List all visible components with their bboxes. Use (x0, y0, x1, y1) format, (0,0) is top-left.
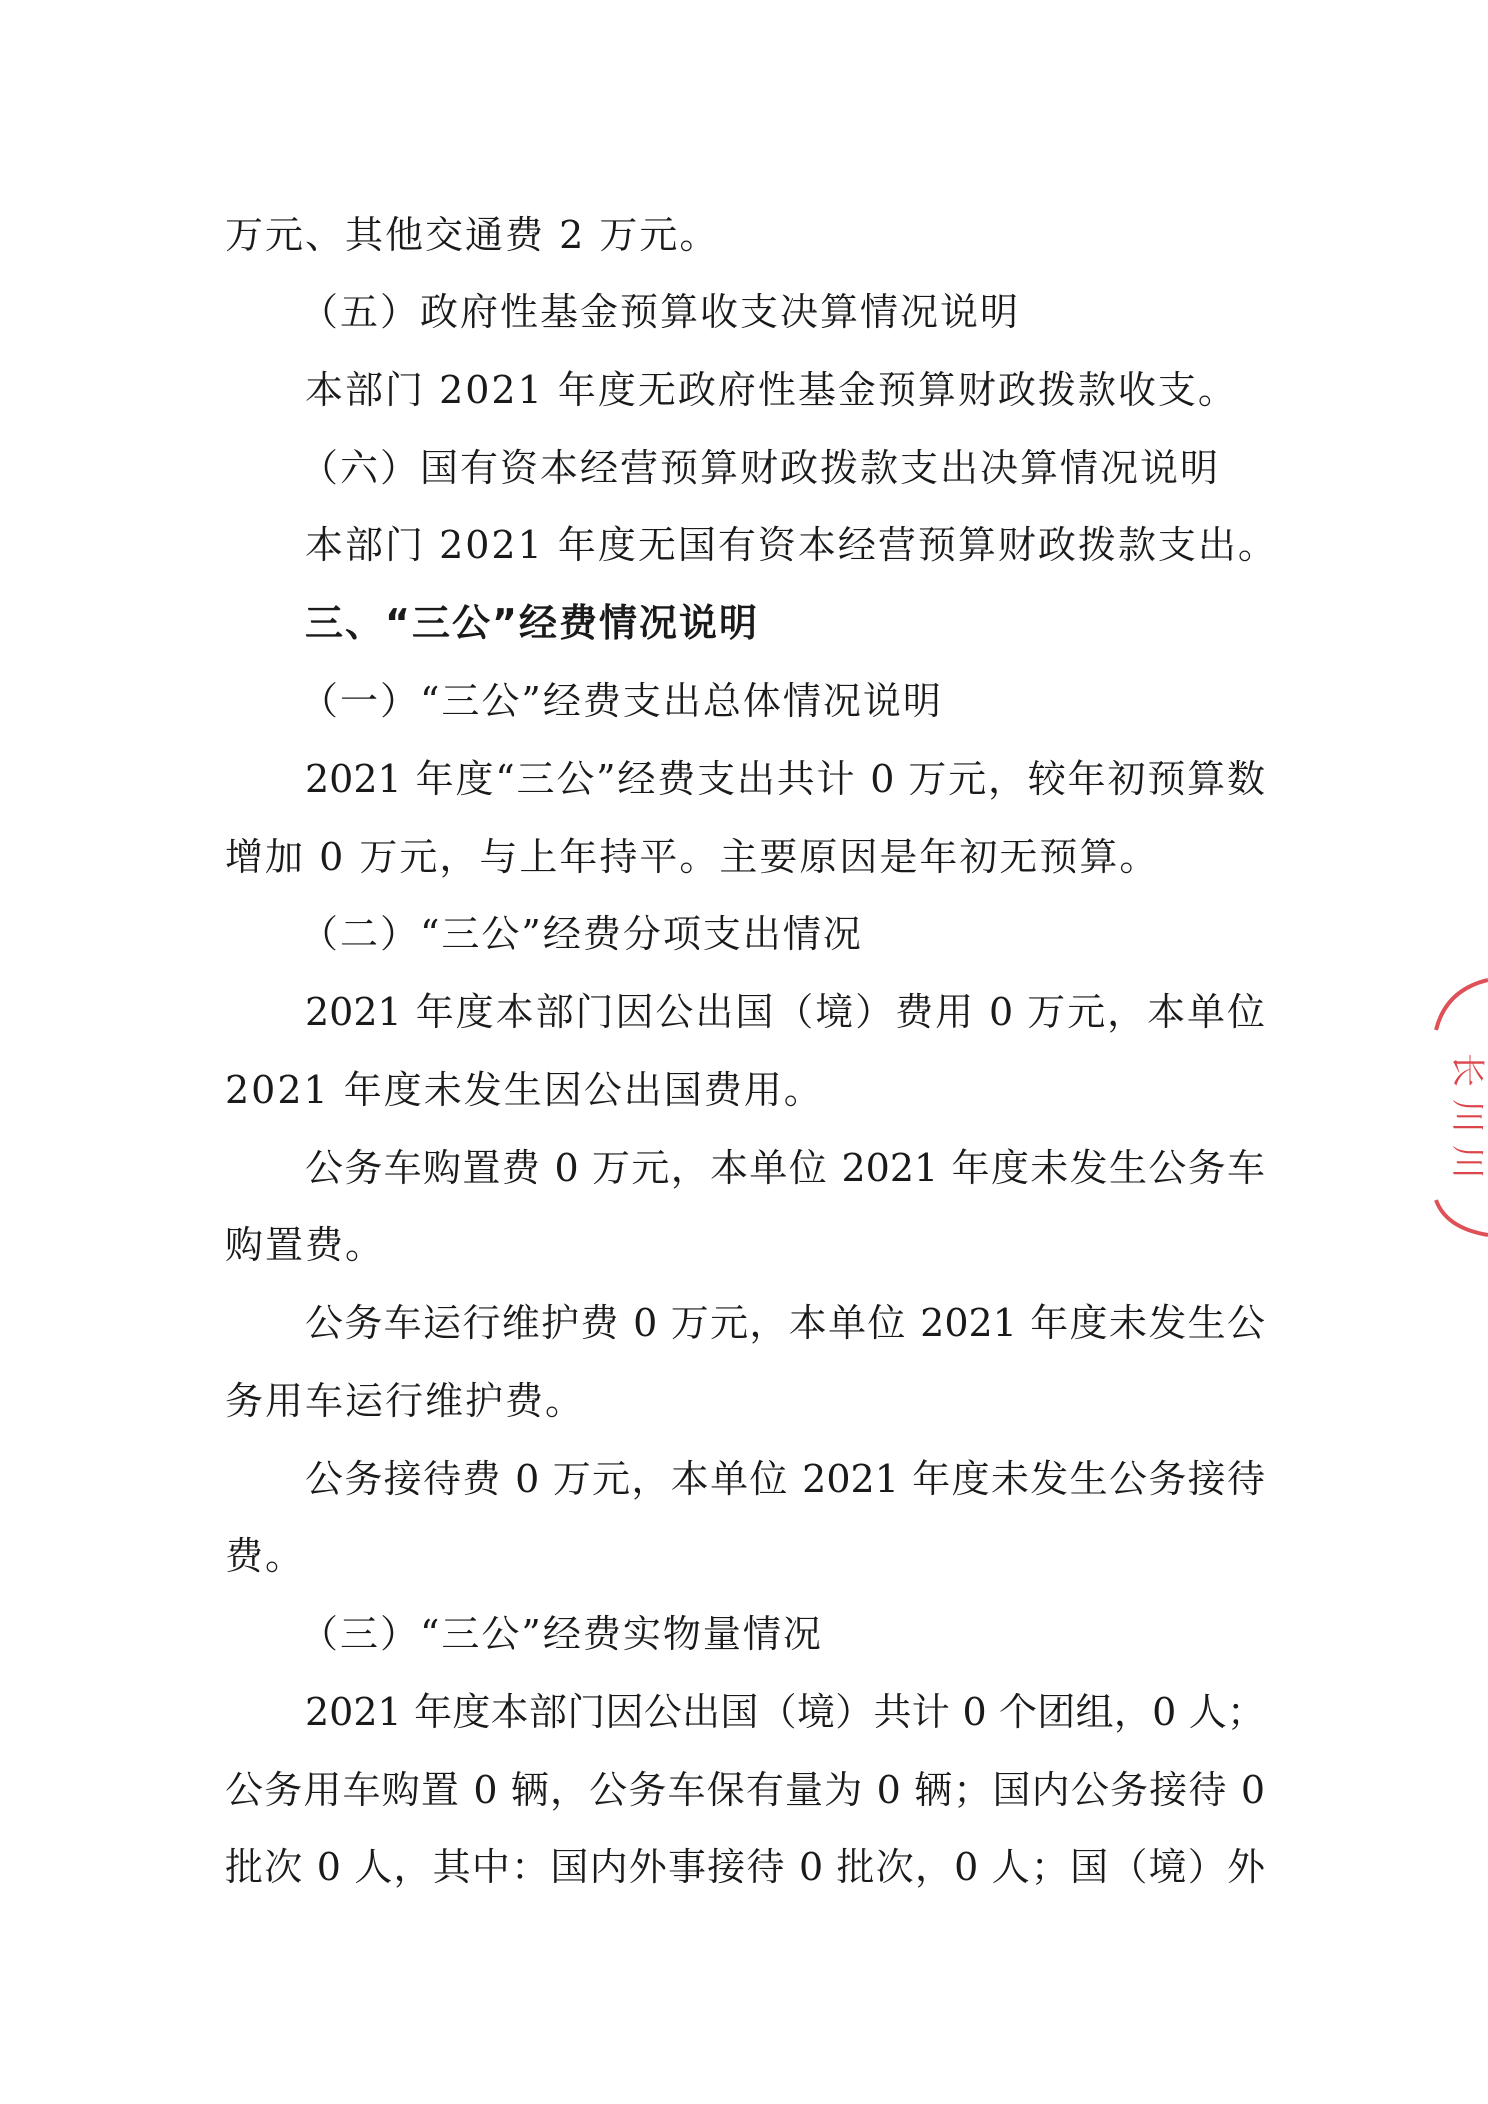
section-heading-5: （五）政府性基金预算收支决算情况说明 (300, 290, 1021, 334)
paragraph-line: 本部门 2021 年度无国有资本经营预算财政拨款支出。 (305, 523, 1278, 567)
paragraph-line: 公务车购置费 0 万元，本单位 2021 年度未发生公务车 (305, 1146, 1265, 1190)
section-heading-6: （六）国有资本经营预算财政拨款支出决算情况说明 (300, 446, 1221, 490)
paragraph-line: 务用车运行维护费。 (225, 1379, 586, 1423)
seal-glyph: 川 (1447, 1145, 1487, 1179)
chapter-heading-3: 三、“三公”经费情况说明 (305, 601, 759, 645)
paragraph-line: 2021 年度未发生因公出国费用。 (225, 1068, 824, 1112)
seal-glyph: 长 (1447, 1053, 1487, 1087)
subsection-heading-1: （一）“三公”经费支出总体情况说明 (300, 679, 943, 723)
paragraph-line: 费。 (225, 1534, 306, 1578)
paragraph-line: 2021 年度“三公”经费支出共计 0 万元，较年初预算数 (305, 757, 1265, 801)
paragraph-line: 2021 年度本部门因公出国（境）共计 0 个团组，0 人； (305, 1690, 1265, 1734)
paragraph-line: 本部门 2021 年度无政府性基金预算财政拨款收支。 (305, 368, 1238, 412)
paragraph-line: 2021 年度本部门因公出国（境）费用 0 万元，本单位 (305, 990, 1265, 1034)
paragraph-line: 增加 0 万元，与上年持平。主要原因是年初无预算。 (225, 835, 1160, 879)
paragraph-line: 批次 0 人，其中：国内外事接待 0 批次，0 人；国（境）外 (225, 1845, 1265, 1889)
paragraph-line: 公务接待费 0 万元，本单位 2021 年度未发生公务接待 (305, 1457, 1265, 1501)
paragraph-line: 购置费。 (225, 1223, 386, 1267)
paragraph-line: 公务车运行维护费 0 万元，本单位 2021 年度未发生公 (305, 1301, 1265, 1345)
subsection-heading-3: （三）“三公”经费实物量情况 (300, 1612, 823, 1656)
seal-glyph: 川 (1447, 1099, 1487, 1133)
subsection-heading-2: （二）“三公”经费分项支出情况 (300, 912, 863, 956)
official-seal-stamp (1416, 960, 1488, 1240)
paragraph-line: 万元、其他交通费 2 万元。 (225, 213, 720, 257)
paragraph-line: 公务用车购置 0 辆，公务车保有量为 0 辆；国内公务接待 0 (225, 1768, 1265, 1812)
